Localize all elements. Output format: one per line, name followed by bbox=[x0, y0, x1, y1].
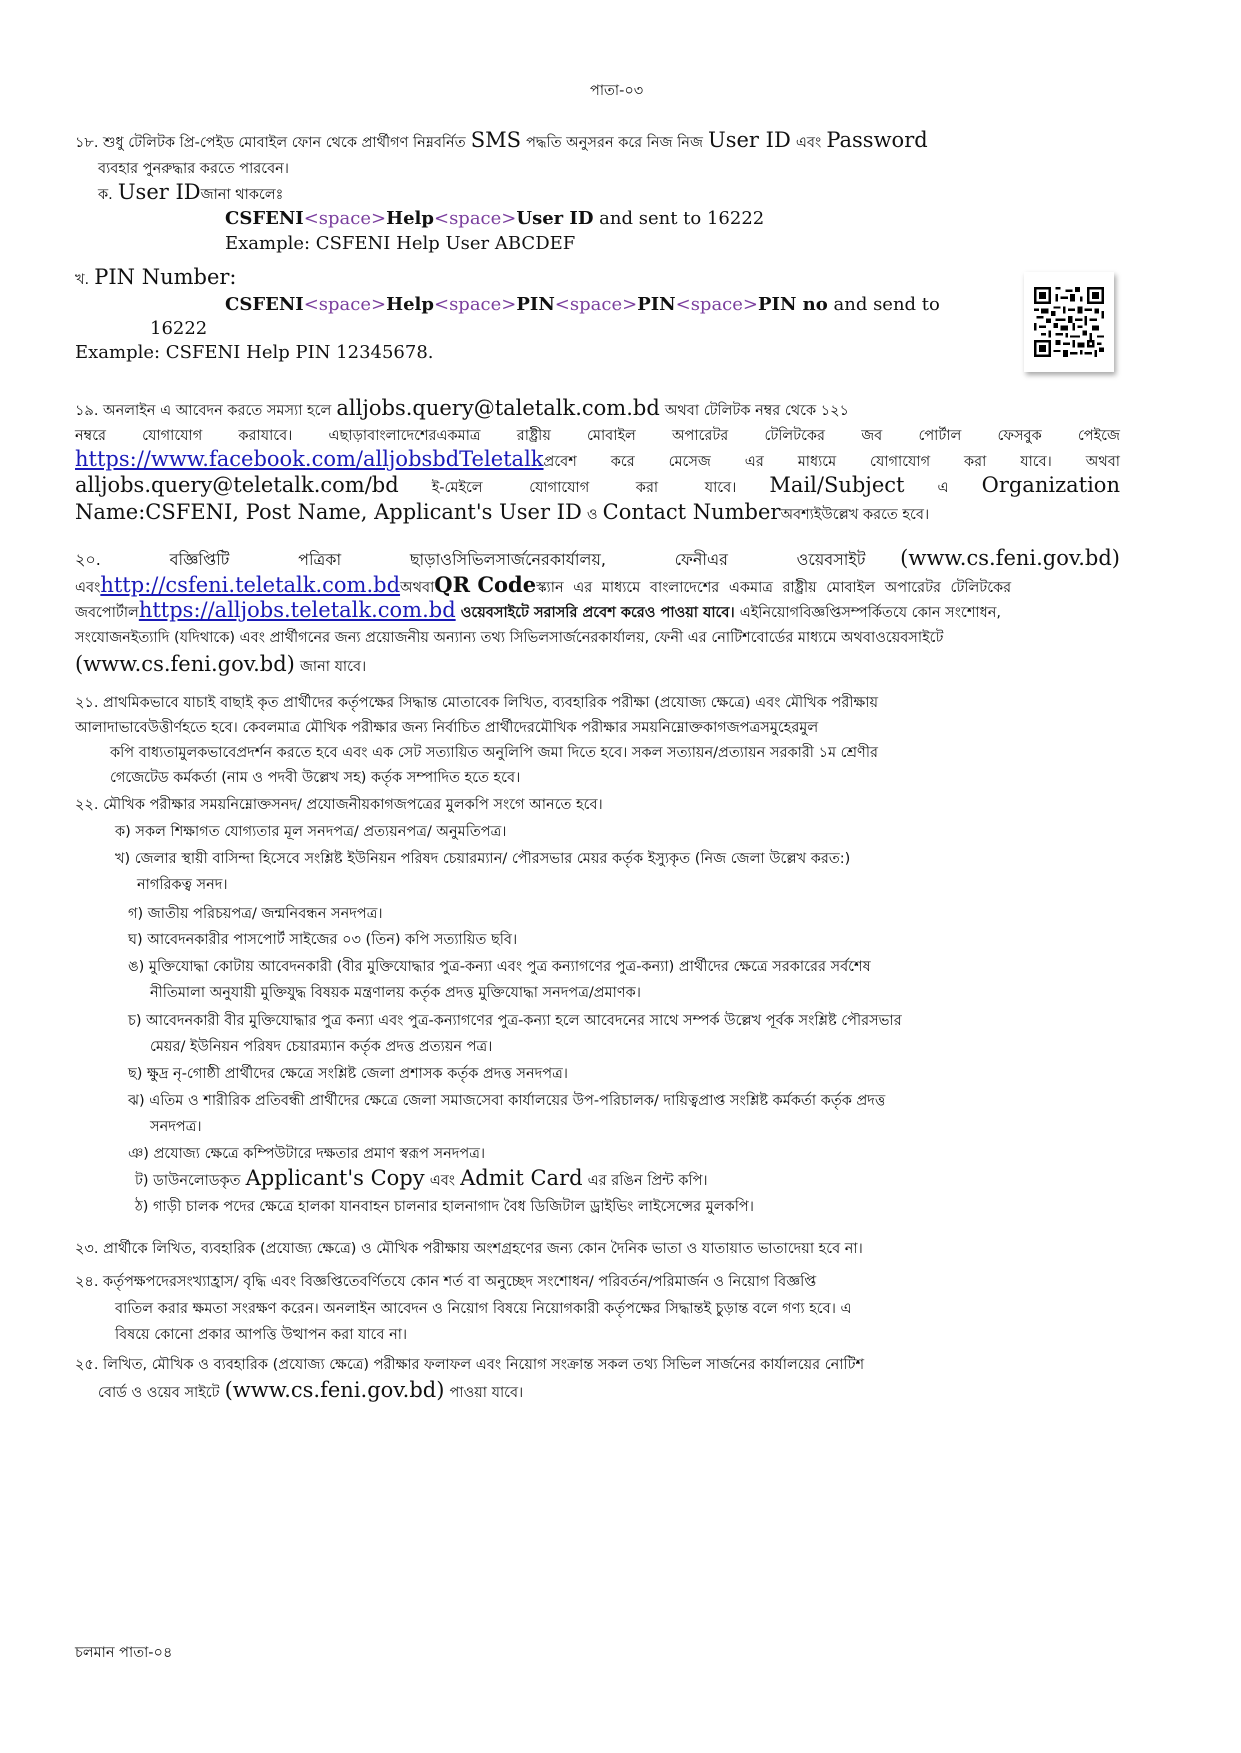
qr-code[interactable] bbox=[1024, 272, 1114, 372]
item-21-line-2: আলাদাভাবেউত্তীর্ণহতে হবে। কেবলমাত্র মৌখিক পরীক্ষার জন্য নির্বাচিত প্রার্থীদেরমৌখিক পরীক্ষার সময়নিম্নোক্তকাগজপত্রসমুহেরমুল bbox=[75, 720, 819, 736]
example-user-id: Example: CSFENI Help User ABCDEF bbox=[225, 233, 576, 254]
running-page-note: চলমান পাতা-০৪ bbox=[75, 1645, 173, 1661]
item-21-line-3: কপি বাধ্যতামুলকভাবেপ্রদর্শন করতে হবে এবং এক সেট সত্যায়িত অনুলিপি জমা দিতে হবে। সকল সত্যায়ন/প্রত্যায়ন সরকারী ১ম শ্রেণীর bbox=[110, 745, 878, 761]
page-number: পাতা-০৩ bbox=[590, 83, 644, 99]
item-25-line-2: বোর্ড ও ওয়েব সাইটে (www.cs.feni.gov.bd) পাওয়া যাবে। bbox=[98, 1378, 524, 1402]
item-24-line-2: বাতিল করার ক্ষমতা সংরক্ষণ করেন। অনলাইন আবেদন ও নিয়োগ বিষয়ে নিয়োগকারী কর্তৃপক্ষের সিদ্ধান্তই চুড়ান্ত বলে গণ্য হবে। এ bbox=[115, 1301, 852, 1317]
item-18-line-1: ১৮. শুধু টেলিটক প্রি-পেইড মোবাইল ফোন থেকে প্রার্থীগণ নিম্নবর্নিত SMS পদ্ধতি অনুসরন করে নিজ নিজ User ID এবং Password bbox=[75, 128, 928, 152]
item-19-line-2: নম্বরে যোগাযোগ করাযাবে। এছাড়াবাংলাদেশেরএকমাত্র রাষ্ট্রীয় মোবাইল অপারেটর টেলিটকের জব পোর্টাল ফেসবুক পেইজে bbox=[75, 428, 1120, 444]
item-22-gha: ঘ) আবেদনকারীর পাসপোর্ট সাইজের ০৩ (তিন) কপি সত্যায়িত ছবি। bbox=[128, 932, 518, 948]
item-22-umo-1: ঙ) মুক্তিযোদ্ধা কোটায় আবেদনকারী (বীর মুক্তিযোদ্ধার পুত্র-কন্যা এবং পুত্র কন্যাগণের পুত্র-কন্যা) প্রার্থীদের ক্ষেত্রে সরকারের সর্বশেষ bbox=[128, 959, 871, 975]
item-22-chha: ছ) ক্ষুদ্র নৃ-গোষ্ঠী প্রার্থীদের ক্ষেত্রে সংশ্লিষ্ট জেলা প্রশাসক কর্তৃক প্রদত্ত সনদপত্র। bbox=[128, 1066, 568, 1082]
item-19-line-3: https://www.facebook.com/alljobsbdTeletalkপ্রবেশ করে মেসেজ এর মাধ্যমে যোগাযোগ করা যাবে। অথবা bbox=[75, 447, 1120, 471]
item-19-line-1: ১৯. অনলাইন এ আবেদন করতে সমস্যা হলে alljobs.query@taletalk.com.bd অথবা টেলিটক নম্বর থেকে ১২১ bbox=[75, 396, 849, 420]
item-22-ta: ট) ডাউনলোডকৃত Applicant's Copy এবং Admit Card এর রঙিন প্রিন্ট কপি। bbox=[135, 1166, 708, 1190]
item-22-ga: গ) জাতীয় পরিচয়পত্র/ জন্মনিবন্ধন সনদপত্র। bbox=[128, 906, 383, 922]
item-22-heading: ২২. মৌখিক পরীক্ষার সময়নিম্নোক্তসনদ/ প্রযোজনীয়কাগজপত্রের মুলকপি সংগে আনতে হবে। bbox=[75, 797, 603, 813]
item-22-nya: ঞ) প্রযোজ্য ক্ষেত্রে কম্পিউটারে দক্ষতার প্রমাণ স্বরূপ সনদপত্র। bbox=[128, 1146, 486, 1162]
csfeni-teletalk-link[interactable]: http://csfeni.teletalk.com.bd bbox=[100, 573, 401, 597]
alljobs-teletalk-link[interactable]: https://alljobs.teletalk.com.bd bbox=[138, 598, 456, 622]
sms-number: 16222 bbox=[150, 318, 208, 339]
item-18-ka: ক. User IDজানা থাকলেঃ bbox=[98, 180, 284, 204]
item-22-ka: ক) সকল শিক্ষাগত যোগ্যতার মূল সনদপত্র/ প্রত্যয়নপত্র/ অনুমতিপত্র। bbox=[115, 824, 507, 840]
item-22-kha-2: নাগরিকত্ব সনদ। bbox=[137, 877, 228, 893]
item-20-line-4: সংযোজনইত্যাদি (যদিথাকে) এবং প্রার্থীগনের জন্য প্রয়োজনীয় অন্যান্য তথ্য সিভিলসার্জনেরকার্যালয়, ফেনী এর নোটিশবোর্ডের মাধ্যমে অথবাওয়েবসাইটে bbox=[75, 630, 944, 646]
qr-code-icon bbox=[1034, 285, 1104, 359]
facebook-page-link[interactable]: https://www.facebook.com/alljobsbdTeletalk bbox=[75, 447, 544, 471]
item-22-jha-2: সনদপত্র। bbox=[150, 1119, 202, 1135]
sms-command-user-id: CSFENI<space>Help<space>User ID and sent to 16222 bbox=[225, 208, 765, 229]
sms-command-pin: CSFENI<space>Help<space>PIN<space>PIN<space>PIN no and send to bbox=[225, 294, 940, 315]
item-19-line-4: alljobs.query@teletalk.com/bd ই-মেইলে যোগাযোগ করা যাবে। Mail/Subject এ Organization bbox=[75, 473, 1120, 497]
item-22-cha-1: চ) আবেদনকারী বীর মুক্তিযোদ্ধার পুত্র কন্যা এবং পুত্র-কন্যাগণের পুত্র-কন্যা হলে আবেদনের সাথে সম্পর্ক উল্লেখ পূর্বক সংশ্লিষ্ট পৌরসভার bbox=[128, 1013, 902, 1029]
item-22-tha: ঠ) গাড়ী চালক পদের ক্ষেত্রে হালকা যানবাহন চালনার হালনাগাদ বৈধ ডিজিটাল ড্রাইভিং লাইসেন্সের মুলকপি। bbox=[135, 1199, 754, 1215]
item-23: ২৩. প্রার্থীকে লিখিত, ব্যবহারিক (প্রযোজ্য ক্ষেত্রে) ও মৌখিক পরীক্ষায় অংশগ্রহণের জন্য কোন দৈনিক ভাতা ও যাতায়াত ভাতাদেয়া হবে না। bbox=[75, 1241, 863, 1257]
item-21-line-4: গেজেটেড কর্মকর্তা (নাম ও পদবী উল্লেখ সহ) কর্তৃক সম্পাদিত হতে হবে। bbox=[110, 770, 521, 786]
item-24-line-1: ২৪. কর্তৃপক্ষপদেরসংখ্যাহ্রাস/ বৃদ্ধি এবং বিজ্ঞপ্তিতেবর্ণিতযে কোন শর্ত বা অনুচ্ছেদ সংশোধন/ পরিবর্তন/পরিমার্জন ও নিয়োগ বিজ্ঞপ্তি bbox=[75, 1274, 817, 1290]
item-20-line-5: (www.cs.feni.gov.bd) জানা যাবে। bbox=[75, 652, 367, 676]
item-18-line-2: ব্যবহার পুনরুদ্ধার করতে পারবেন। bbox=[98, 161, 289, 177]
item-19-line-5: Name:CSFENI, Post Name, Applicant's User ID ও Contact Numberঅবশ্যইউল্লেখ করতে হবে। bbox=[75, 500, 930, 524]
item-22-cha-2: মেয়র/ ইউনিয়ন পরিষদ চেয়ারম্যান কর্তৃক প্রদত্ত প্রত্যয়ন পত্র। bbox=[150, 1039, 493, 1055]
item-22-jha-1: ঝ) এতিম ও শারীরিক প্রতিবন্ধী প্রার্থীদের ক্ষেত্রে জেলা সমাজসেবা কার্যালয়ের উপ-পরিচালক/ দায়িত্বপ্রাপ্ত সংশ্লিষ্ট কর্মকর্তা কর্তৃক প্রদত্ত bbox=[128, 1093, 886, 1109]
item-24-line-3: বিষয়ে কোনো প্রকার আপত্তি উত্থাপন করা যাবে না। bbox=[115, 1327, 408, 1343]
item-25-line-1: ২৫. লিখিত, মৌখিক ও ব্যবহারিক (প্রযোজ্য ক্ষেত্রে) পরীক্ষার ফলাফল এবং নিয়োগ সংক্রান্ত সকল তথ্য সিভিল সার্জনের কার্যালয়ের নোটিশ bbox=[75, 1357, 865, 1373]
item-22-umo-2: নীতিমালা অনুযায়ী মুক্তিযুদ্ধ বিষয়ক মন্ত্রণালয় কর্তৃক প্রদত্ত মুক্তিযোদ্ধা সনদপত্র/প্রমাণক। bbox=[150, 985, 641, 1001]
item-18-kha: খ. PIN Number: bbox=[75, 265, 237, 289]
example-pin: Example: CSFENI Help PIN 12345678. bbox=[75, 342, 434, 363]
item-20-line-3: জবপোর্টালhttps://alljobs.teletalk.com.bd ওয়েবসাইটে সরাসরি প্রবেশ করেও পাওয়া যাবে। এইনিয়োগবিজ্ঞপ্তিসম্পর্কিতযে কোন সংশোধন, bbox=[75, 598, 1002, 622]
item-20-line-2: এবংhttp://csfeni.teletalk.com.bdঅথবাQR Codeস্ক্যান এর মাধ্যমে বাংলাদেশের একমাত্র রাষ্ট্রীয় মোবাইল অপারেটর টেলিটকের bbox=[75, 572, 1012, 597]
item-22-kha-1: খ) জেলার স্থায়ী বাসিন্দা হিসেবে সংশ্লিষ্ট ইউনিয়ন পরিষদ চেয়ারম্যান/ পৌরসভার মেয়র কর্তৃক ইস্যুকৃত (নিজ জেলা উল্লেখ করত:) bbox=[115, 851, 851, 867]
item-20-line-1: ২০. বজ্ঞিপ্তিটি পত্রিকা ছাড়াওসিভিলসার্জনেরকার্যালয়, ফেনীএর ওয়েবসাইট (www.cs.feni.gov.bd) bbox=[75, 546, 1120, 570]
item-21-line-1: ২১. প্রাথমিকভাবে যাচাই বাছাই কৃত প্রার্থীদের কর্তৃপক্ষের সিদ্ধান্ত মোতাবেক লিখিত, ব্যবহারিক পরীক্ষা (প্রযোজ্য ক্ষেত্রে) এবং মৌখিক পরীক্ষায় bbox=[75, 695, 879, 711]
